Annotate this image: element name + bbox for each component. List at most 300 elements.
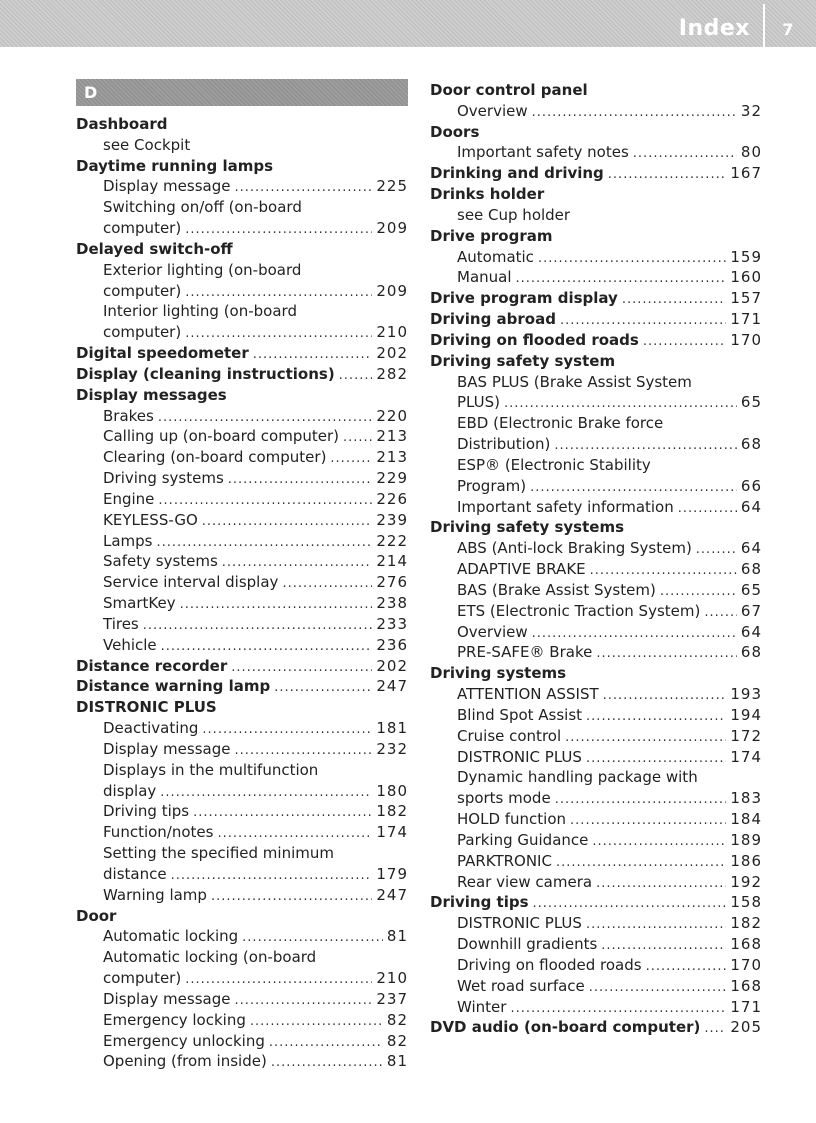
entry-text: Exterior lighting (on-board bbox=[103, 260, 302, 279]
page-reference: 170 bbox=[730, 955, 762, 974]
index-subentry bbox=[430, 372, 762, 393]
dot-leader bbox=[565, 727, 726, 748]
dot-leader bbox=[678, 498, 737, 519]
dot-leader bbox=[704, 602, 737, 623]
entry-text: Switching on/off (on-board bbox=[103, 198, 302, 217]
entry-text: Driving systems bbox=[103, 469, 224, 488]
dot-leader bbox=[242, 927, 383, 948]
entry-text: computer) bbox=[103, 969, 182, 988]
entry-text: Clearing (on-board computer) bbox=[103, 448, 327, 467]
entry-text: KEYLESS-GO bbox=[103, 510, 198, 529]
page-number: 7 bbox=[782, 20, 794, 39]
page-reference: 186 bbox=[730, 851, 762, 870]
page-reference: 220 bbox=[376, 406, 408, 425]
index-subentry bbox=[430, 601, 762, 622]
page-reference: 233 bbox=[376, 614, 408, 633]
entry-text: Displays in the multifunction bbox=[103, 760, 319, 779]
index-entry bbox=[430, 351, 762, 372]
page-reference: 192 bbox=[730, 872, 762, 891]
dot-leader bbox=[533, 893, 727, 914]
dot-leader bbox=[608, 164, 727, 185]
page-reference: 276 bbox=[376, 573, 408, 592]
page-reference: 171 bbox=[730, 997, 762, 1016]
entry-text: Automatic bbox=[457, 247, 534, 266]
index-subentry bbox=[76, 864, 408, 885]
dot-leader bbox=[217, 823, 372, 844]
entry-text: Emergency locking bbox=[103, 1010, 246, 1029]
entry-text: Distribution) bbox=[457, 435, 551, 454]
index-subentry bbox=[76, 739, 408, 760]
page-reference: 80 bbox=[740, 143, 762, 162]
page-reference: 174 bbox=[376, 823, 408, 842]
index-subentry bbox=[430, 101, 762, 122]
page-reference: 182 bbox=[376, 802, 408, 821]
page-reference: 159 bbox=[730, 247, 762, 266]
page-reference: 232 bbox=[376, 739, 408, 758]
dot-leader bbox=[193, 802, 372, 823]
dot-leader bbox=[556, 852, 726, 873]
entry-text: DISTRONIC PLUS bbox=[457, 914, 582, 933]
page-reference: 205 bbox=[730, 1018, 762, 1037]
page-reference: 184 bbox=[730, 810, 762, 829]
dot-leader bbox=[274, 677, 372, 698]
index-entry bbox=[430, 663, 762, 684]
dot-leader bbox=[586, 748, 726, 769]
index-subentry bbox=[76, 926, 408, 947]
index-entry bbox=[76, 906, 408, 927]
entry-text: distance bbox=[103, 864, 167, 883]
page-reference: 68 bbox=[740, 643, 762, 662]
dot-leader bbox=[228, 469, 373, 490]
entry-text: Important safety notes bbox=[457, 143, 629, 162]
page-reference: 68 bbox=[740, 435, 762, 454]
page-reference: 229 bbox=[376, 469, 408, 488]
entry-text: BAS PLUS (Brake Assist System bbox=[457, 372, 692, 391]
index-entry bbox=[430, 184, 762, 205]
entry-text: computer) bbox=[103, 219, 182, 238]
dot-leader bbox=[158, 490, 372, 511]
page-reference: 170 bbox=[730, 330, 762, 349]
dot-leader bbox=[234, 740, 372, 761]
index-subentry bbox=[430, 247, 762, 268]
page-reference: 82 bbox=[386, 1010, 408, 1029]
page-reference: 81 bbox=[386, 927, 408, 946]
dot-leader bbox=[586, 706, 726, 727]
entry-text: SmartKey bbox=[103, 594, 176, 613]
dot-leader bbox=[158, 407, 373, 428]
dot-leader bbox=[538, 248, 726, 269]
dot-leader bbox=[211, 886, 372, 907]
index-subentry bbox=[430, 851, 762, 872]
entry-text: Driving tips bbox=[430, 893, 529, 912]
entry-text: see Cup holder bbox=[457, 205, 571, 224]
index-subentry bbox=[430, 997, 762, 1018]
entry-text: ETS (Electronic Traction System) bbox=[457, 601, 701, 620]
entry-text: Warning lamp bbox=[103, 885, 207, 904]
index-subentry bbox=[76, 426, 408, 447]
entry-text: Driving abroad bbox=[430, 310, 556, 329]
index-entry bbox=[76, 343, 408, 364]
dot-leader bbox=[282, 573, 372, 594]
entry-text: see Cockpit bbox=[103, 135, 191, 154]
entry-text: HOLD function bbox=[457, 810, 567, 829]
entry-text: Setting the specified minimum bbox=[103, 844, 334, 863]
entry-text: Winter bbox=[457, 997, 507, 1016]
page-reference: 32 bbox=[740, 101, 762, 120]
entry-text: Dynamic handling package with bbox=[457, 768, 698, 787]
entry-text: Blind Spot Assist bbox=[457, 705, 583, 724]
entry-text: DISTRONIC PLUS bbox=[76, 698, 217, 717]
index-entry bbox=[76, 239, 408, 260]
dot-leader bbox=[253, 344, 373, 365]
index-entry bbox=[430, 517, 762, 538]
dot-leader bbox=[202, 511, 373, 532]
index-entry bbox=[430, 330, 762, 351]
page-reference: 214 bbox=[376, 552, 408, 571]
entry-text: Digital speedometer bbox=[76, 344, 249, 363]
entry-text: Dashboard bbox=[76, 115, 168, 133]
index-subentry bbox=[76, 489, 408, 510]
page-reference: 157 bbox=[730, 289, 762, 308]
entry-text: Driving safety systems bbox=[430, 518, 625, 537]
page-reference: 64 bbox=[740, 622, 762, 641]
index-entry bbox=[76, 156, 408, 177]
entry-text: Drinking and driving bbox=[430, 164, 604, 183]
page-reference: 194 bbox=[730, 705, 762, 724]
dot-leader bbox=[160, 782, 372, 803]
entry-text: Vehicle bbox=[103, 635, 157, 654]
index-subentry bbox=[430, 413, 762, 434]
index-subentry bbox=[76, 760, 408, 781]
page-reference: 222 bbox=[376, 531, 408, 550]
index-subentry bbox=[76, 635, 408, 656]
index-subentry bbox=[76, 468, 408, 489]
entry-text: Rear view camera bbox=[457, 872, 593, 891]
index-subentry bbox=[76, 781, 408, 802]
entry-text: Engine bbox=[103, 489, 155, 508]
index-subentry bbox=[76, 822, 408, 843]
dot-leader bbox=[596, 643, 737, 664]
entry-text: DISTRONIC PLUS bbox=[457, 747, 582, 766]
dot-leader bbox=[343, 427, 372, 448]
entry-text: Driving safety system bbox=[430, 351, 616, 370]
page-reference: 172 bbox=[730, 726, 762, 745]
dot-leader bbox=[696, 539, 737, 560]
index-subentry bbox=[430, 538, 762, 559]
entry-text: Brakes bbox=[103, 406, 154, 425]
dot-leader bbox=[532, 623, 737, 644]
index-subentry bbox=[76, 614, 408, 635]
dot-leader bbox=[269, 1032, 383, 1053]
entry-text: Overview bbox=[457, 622, 528, 641]
header-bar bbox=[0, 0, 816, 47]
page-reference: 193 bbox=[730, 685, 762, 704]
index-subentry bbox=[430, 684, 762, 705]
index-subentry bbox=[76, 1010, 408, 1031]
entry-text: Door control panel bbox=[430, 81, 588, 99]
index-entry bbox=[430, 163, 762, 184]
entry-text: Drinks holder bbox=[430, 185, 545, 204]
entry-text: Safety systems bbox=[103, 552, 218, 571]
dot-leader bbox=[560, 310, 726, 331]
index-subentry bbox=[430, 913, 762, 934]
dot-leader bbox=[330, 448, 372, 469]
page-reference: 67 bbox=[740, 601, 762, 620]
page-reference: 167 bbox=[730, 164, 762, 183]
index-entry bbox=[76, 364, 408, 385]
page-reference: 213 bbox=[376, 427, 408, 446]
index-subentry bbox=[76, 301, 408, 322]
entry-text: Automatic locking bbox=[103, 927, 239, 946]
entry-text: Distance recorder bbox=[76, 656, 228, 675]
entry-text: PARKTRONIC bbox=[457, 851, 552, 870]
entry-text: BAS (Brake Assist System) bbox=[457, 580, 656, 599]
index-subentry bbox=[430, 705, 762, 726]
dot-leader bbox=[643, 331, 727, 352]
entry-text: Drive program display bbox=[430, 289, 618, 308]
page-reference: 202 bbox=[376, 344, 408, 363]
entry-text: Driving systems bbox=[430, 664, 567, 683]
dot-leader bbox=[646, 956, 727, 977]
dot-leader bbox=[185, 323, 372, 344]
dot-leader bbox=[271, 1052, 383, 1073]
entry-text: Automatic locking (on-board bbox=[103, 948, 317, 967]
dot-leader bbox=[185, 969, 372, 990]
page-reference: 226 bbox=[376, 489, 408, 508]
dot-leader bbox=[231, 657, 372, 678]
entry-text: PRE-SAFE® Brake bbox=[457, 643, 593, 662]
page-reference: 237 bbox=[376, 989, 408, 1008]
index-subentry bbox=[430, 580, 762, 601]
dot-leader bbox=[532, 102, 737, 123]
page-reference: 64 bbox=[740, 497, 762, 516]
index-subentry bbox=[76, 447, 408, 468]
entry-text: Lamps bbox=[103, 531, 153, 550]
index-subentry bbox=[76, 281, 408, 302]
entry-text: Overview bbox=[457, 101, 528, 120]
index-subentry bbox=[76, 843, 408, 864]
index-subentry bbox=[430, 788, 762, 809]
dot-leader bbox=[161, 636, 373, 657]
entry-text: Driving tips bbox=[103, 802, 190, 821]
index-entry bbox=[430, 122, 762, 143]
entry-text: ATTENTION ASSIST bbox=[457, 685, 599, 704]
index-subentry bbox=[76, 551, 408, 572]
entry-text: Manual bbox=[457, 268, 512, 287]
page-reference: 225 bbox=[376, 177, 408, 196]
dot-leader bbox=[704, 1018, 726, 1039]
entry-text: computer) bbox=[103, 281, 182, 300]
index-entry bbox=[430, 1017, 762, 1038]
dot-leader bbox=[504, 393, 737, 414]
page-reference: 160 bbox=[730, 268, 762, 287]
dot-leader bbox=[143, 615, 373, 636]
index-subentry bbox=[76, 510, 408, 531]
index-subentry bbox=[76, 135, 408, 156]
entry-text: Display (cleaning instructions) bbox=[76, 364, 335, 383]
index-subentry bbox=[430, 434, 762, 455]
dot-leader bbox=[592, 831, 726, 852]
index-subentry bbox=[430, 872, 762, 893]
page-reference: 168 bbox=[730, 935, 762, 954]
entry-text: ADAPTIVE BRAKE bbox=[457, 560, 586, 579]
index-subentry bbox=[76, 989, 408, 1010]
page-reference: 182 bbox=[730, 914, 762, 933]
section-letter-box bbox=[76, 79, 408, 106]
index-subentry bbox=[76, 885, 408, 906]
index-entry bbox=[76, 676, 408, 697]
page-reference: 209 bbox=[376, 219, 408, 238]
index-subentry bbox=[430, 747, 762, 768]
index-subentry bbox=[430, 934, 762, 955]
dot-leader bbox=[660, 581, 737, 602]
entry-text: ABS (Anti-lock Braking System) bbox=[457, 539, 692, 558]
page-reference: 181 bbox=[376, 719, 408, 738]
index-subentry bbox=[76, 1031, 408, 1052]
page-reference: 238 bbox=[376, 594, 408, 613]
dot-leader bbox=[601, 935, 726, 956]
entry-text: Delayed switch-off bbox=[76, 239, 233, 258]
entry-text: Doors bbox=[430, 122, 480, 141]
page-reference: 180 bbox=[376, 781, 408, 800]
dot-leader bbox=[510, 998, 726, 1019]
index-subentry bbox=[76, 572, 408, 593]
page-reference: 171 bbox=[730, 310, 762, 329]
dot-leader bbox=[202, 719, 372, 740]
page-reference: 65 bbox=[740, 580, 762, 599]
index-entry bbox=[76, 697, 408, 718]
page-reference: 64 bbox=[740, 539, 762, 558]
entry-text: Driving on flooded roads bbox=[457, 955, 642, 974]
index-entry bbox=[430, 288, 762, 309]
entry-text: Emergency unlocking bbox=[103, 1031, 265, 1050]
page-reference: 282 bbox=[376, 364, 408, 383]
entry-text: Parking Guidance bbox=[457, 830, 589, 849]
page-reference: 209 bbox=[376, 281, 408, 300]
entry-text: display bbox=[103, 781, 157, 800]
dot-leader bbox=[633, 143, 737, 164]
index-subentry bbox=[430, 497, 762, 518]
entry-text: Downhill gradients bbox=[457, 935, 598, 954]
index-subentry bbox=[76, 406, 408, 427]
dot-leader bbox=[589, 977, 727, 998]
page-reference: 68 bbox=[740, 560, 762, 579]
index-subentry bbox=[430, 142, 762, 163]
entry-text: Tires bbox=[103, 614, 139, 633]
index-subentry bbox=[430, 809, 762, 830]
dot-leader bbox=[555, 789, 727, 810]
entry-text: Important safety information bbox=[457, 497, 674, 516]
page-reference: 158 bbox=[730, 893, 762, 912]
entry-text: ESP® (Electronic Stability bbox=[457, 455, 651, 474]
entry-text: Display message bbox=[103, 989, 231, 1008]
index-subentry bbox=[76, 593, 408, 614]
entry-text: DVD audio (on-board computer) bbox=[430, 1018, 701, 1037]
index-subentry bbox=[430, 642, 762, 663]
entry-text: Daytime running lamps bbox=[76, 156, 273, 175]
index-subentry bbox=[430, 955, 762, 976]
index-subentry bbox=[430, 830, 762, 851]
entry-text: Display message bbox=[103, 739, 231, 758]
index-subentry bbox=[76, 322, 408, 343]
entry-text: computer) bbox=[103, 323, 182, 342]
page-reference: 239 bbox=[376, 510, 408, 529]
header-title: Index bbox=[678, 16, 750, 41]
entry-text: Display message bbox=[103, 177, 231, 196]
dot-leader bbox=[530, 477, 737, 498]
index-subentry bbox=[430, 205, 762, 226]
page-reference: 168 bbox=[730, 976, 762, 995]
page-reference: 213 bbox=[376, 448, 408, 467]
dot-leader bbox=[586, 914, 726, 935]
dot-leader bbox=[622, 289, 727, 310]
page-reference: 179 bbox=[376, 864, 408, 883]
index-subentry bbox=[430, 559, 762, 580]
entry-text: Service interval display bbox=[103, 573, 279, 592]
entry-text: Deactivating bbox=[103, 719, 199, 738]
index-subentry bbox=[430, 455, 762, 476]
entry-text: Drive program bbox=[430, 226, 553, 245]
page-reference: 183 bbox=[730, 789, 762, 808]
page-reference: 174 bbox=[730, 747, 762, 766]
dot-leader bbox=[516, 268, 727, 289]
entry-text: Door bbox=[76, 906, 117, 925]
entry-text: PLUS) bbox=[457, 393, 501, 412]
dot-leader bbox=[234, 990, 372, 1011]
index-subentry bbox=[76, 176, 408, 197]
index-entry bbox=[430, 80, 762, 101]
entry-text: Wet road surface bbox=[457, 976, 585, 995]
page-reference: 247 bbox=[376, 677, 408, 696]
entry-text: Function/notes bbox=[103, 823, 214, 842]
dot-leader bbox=[596, 873, 726, 894]
entry-text: Cruise control bbox=[457, 726, 562, 745]
dot-leader bbox=[570, 810, 726, 831]
index-entry bbox=[430, 226, 762, 247]
dot-leader bbox=[171, 865, 373, 886]
index-subentry bbox=[76, 947, 408, 968]
index-subentry bbox=[430, 392, 762, 413]
entry-text: EBD (Electronic Brake force bbox=[457, 414, 664, 433]
index-subentry bbox=[430, 767, 762, 788]
index-subentry bbox=[76, 531, 408, 552]
page-reference: 202 bbox=[376, 656, 408, 675]
index-subentry bbox=[76, 218, 408, 239]
entry-text: Display messages bbox=[76, 385, 227, 404]
entry-text: sports mode bbox=[457, 789, 551, 808]
index-subentry bbox=[76, 801, 408, 822]
index-subentry bbox=[430, 726, 762, 747]
entry-text: Distance warning lamp bbox=[76, 677, 271, 696]
dot-leader bbox=[234, 177, 372, 198]
index-entry bbox=[76, 385, 408, 406]
section-letter: D bbox=[84, 83, 98, 102]
index-subentry bbox=[430, 267, 762, 288]
index-subentry bbox=[430, 976, 762, 997]
page-reference: 82 bbox=[386, 1031, 408, 1050]
index-subentry bbox=[76, 197, 408, 218]
dot-leader bbox=[222, 552, 373, 573]
index-subentry bbox=[76, 718, 408, 739]
dot-leader bbox=[250, 1011, 383, 1032]
dot-leader bbox=[603, 685, 727, 706]
entry-text: Interior lighting (on-board bbox=[103, 302, 297, 321]
entry-text: Calling up (on-board computer) bbox=[103, 427, 339, 446]
index-subentry bbox=[430, 476, 762, 497]
dot-leader bbox=[180, 594, 373, 615]
index-entry bbox=[430, 892, 762, 913]
dot-leader bbox=[554, 435, 737, 456]
